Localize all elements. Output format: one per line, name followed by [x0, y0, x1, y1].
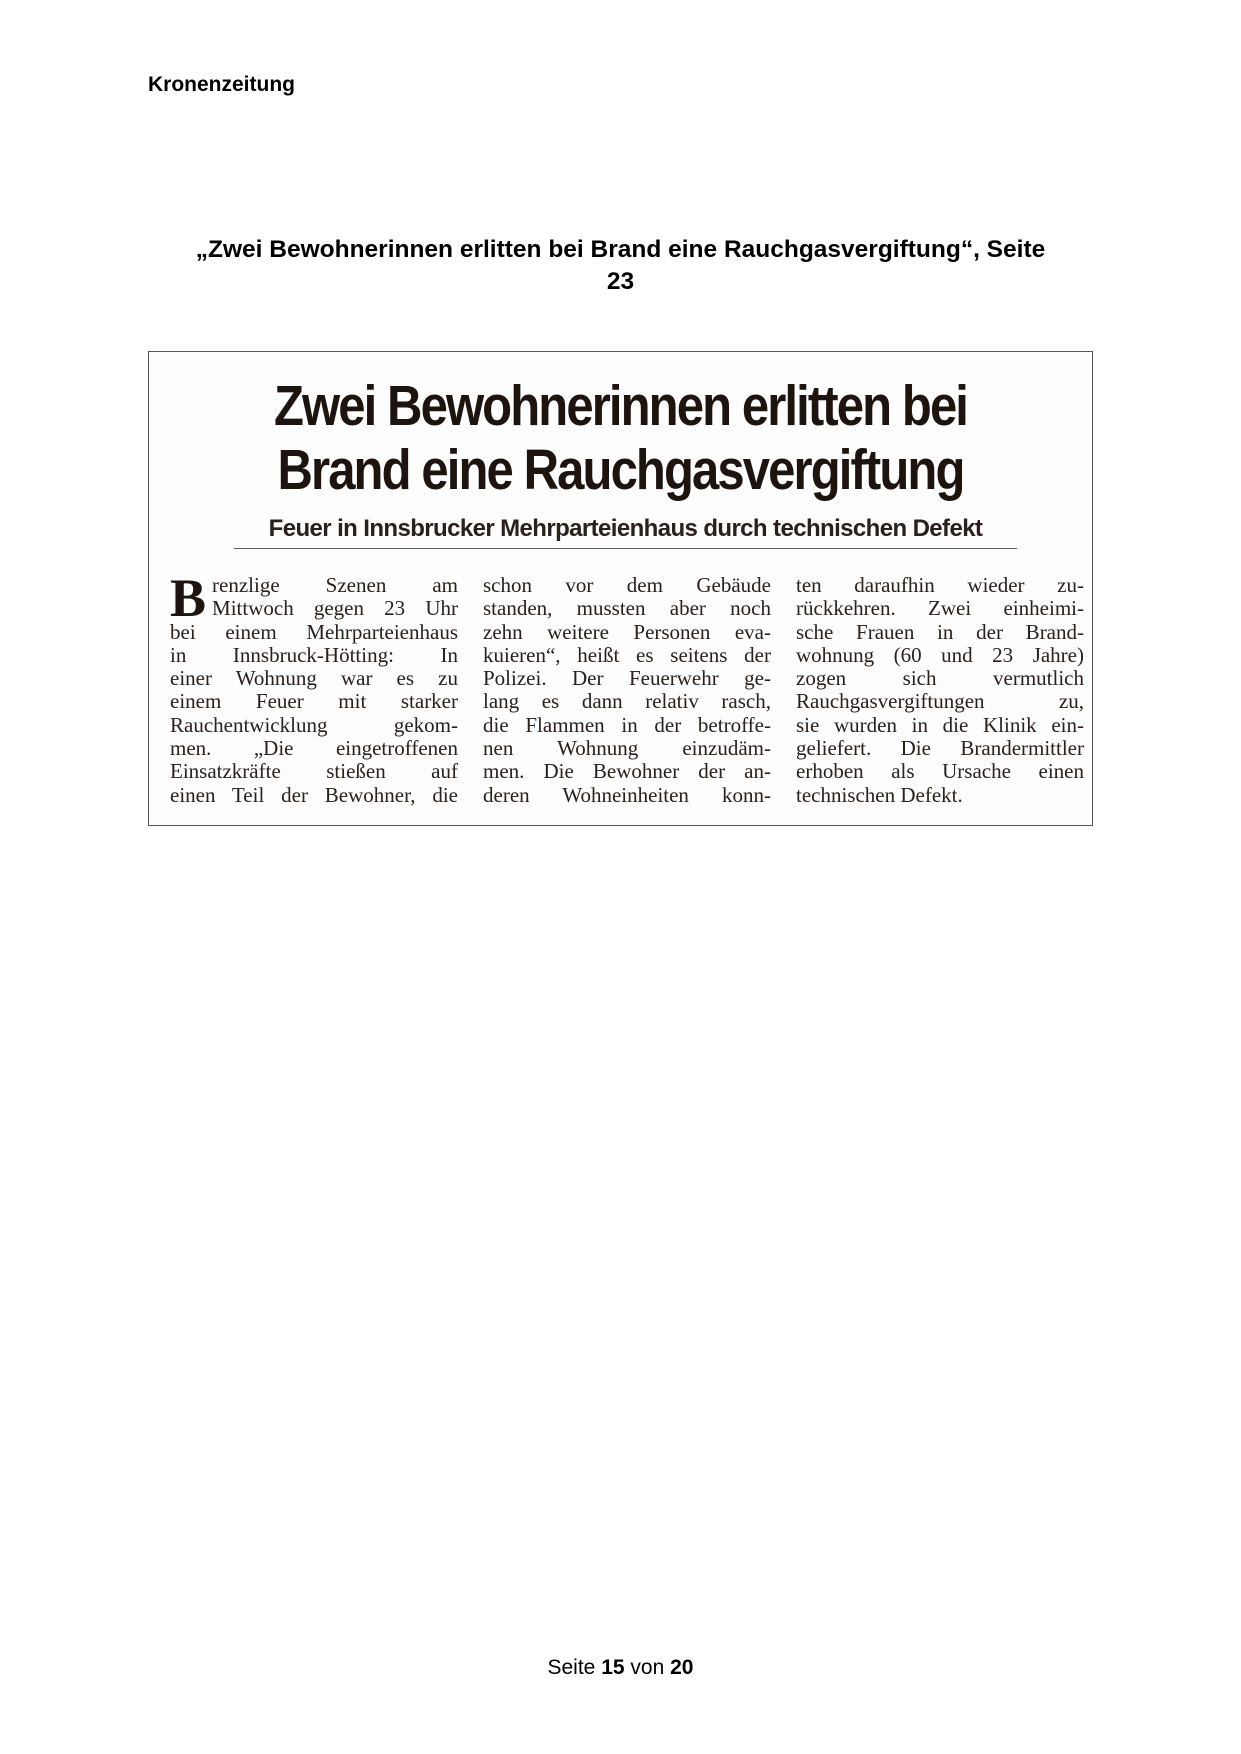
- document-title: [140, 234, 1101, 298]
- text-line: rückkehren. Zwei einheimi-: [796, 596, 1084, 621]
- document-title-line-1: „Zwei Bewohnerinnen erlitten bei Brand eine Rauchgasvergiftung“, Seite: [195, 236, 1046, 263]
- text-line: men. Die Bewohner der an-: [483, 759, 771, 784]
- article-headline: [215, 374, 1026, 502]
- article-column-1: [170, 568, 458, 807]
- text-line: sie wurden in die Klinik ein-: [796, 712, 1084, 737]
- footer-prefix: Seite: [547, 1656, 596, 1679]
- text-line: Mittwoch gegen 23 Uhr: [212, 596, 458, 621]
- publication-name: Kronenzeitung: [148, 73, 295, 96]
- text-line: zehn weitere Personen eva-: [483, 619, 771, 644]
- text-line: einem Feuer mit starker: [170, 689, 458, 714]
- text-line: ten daraufhin wieder zu-: [796, 573, 1084, 597]
- newspaper-clipping: [148, 351, 1093, 826]
- article-subheadline: Feuer in Innsbrucker Mehrparteienhaus durch technischen Defekt: [234, 514, 1017, 549]
- text-line: in Innsbruck-Hötting: In: [170, 642, 458, 667]
- footer-separator: von: [630, 1656, 665, 1679]
- text-line: technischen Defekt.: [796, 782, 963, 807]
- text-line: men. „Die eingetroffenen: [170, 736, 458, 761]
- headline-line-1: Zwei Bewohnerinnen erlitten bei: [273, 374, 968, 438]
- text-line: schon vor dem Gebäude: [483, 573, 771, 597]
- text-line: lang es dann relativ rasch,: [483, 689, 771, 714]
- document-title-line-2: 23: [606, 268, 635, 295]
- article-column-2: [483, 574, 771, 807]
- article-column-3: [796, 574, 1084, 807]
- text-line: bei einem Mehrparteienhaus: [170, 619, 458, 644]
- text-line: kuieren“, heißt es seitens der: [483, 642, 771, 667]
- text-line: einer Wohnung war es zu: [170, 666, 458, 691]
- text-line: Rauchgasvergiftungen zu,: [796, 689, 1084, 714]
- text-line: die Flammen in der betroffe-: [483, 712, 771, 737]
- text-line: einen Teil der Bewohner, die: [170, 782, 458, 807]
- text-line: nen Wohnung einzudäm-: [483, 736, 771, 761]
- total-page-count: 20: [670, 1656, 694, 1679]
- text-line: erhoben als Ursache einen: [796, 759, 1084, 784]
- text-line: Polizei. Der Feuerwehr ge-: [483, 666, 771, 691]
- text-line: Einsatzkräfte stießen auf: [170, 759, 458, 784]
- text-line: wohnung (60 und 23 Jahre): [796, 642, 1084, 667]
- text-line: Rauchentwicklung gekom-: [170, 712, 458, 737]
- text-line: sche Frauen in der Brand-: [796, 619, 1084, 644]
- text-line: geliefert. Die Brandermittler: [796, 736, 1084, 761]
- drop-cap: B: [170, 568, 207, 628]
- text-line: zogen sich vermutlich: [796, 666, 1084, 691]
- page-number-footer: [0, 1656, 1241, 1680]
- text-line: renzlige Szenen am: [212, 573, 458, 597]
- current-page-number: 15: [601, 1656, 625, 1679]
- headline-line-2: Brand eine Rauchgasvergiftung: [277, 438, 964, 502]
- text-line: standen, mussten aber noch: [483, 596, 771, 621]
- text-line: deren Wohneinheiten konn-: [483, 782, 771, 807]
